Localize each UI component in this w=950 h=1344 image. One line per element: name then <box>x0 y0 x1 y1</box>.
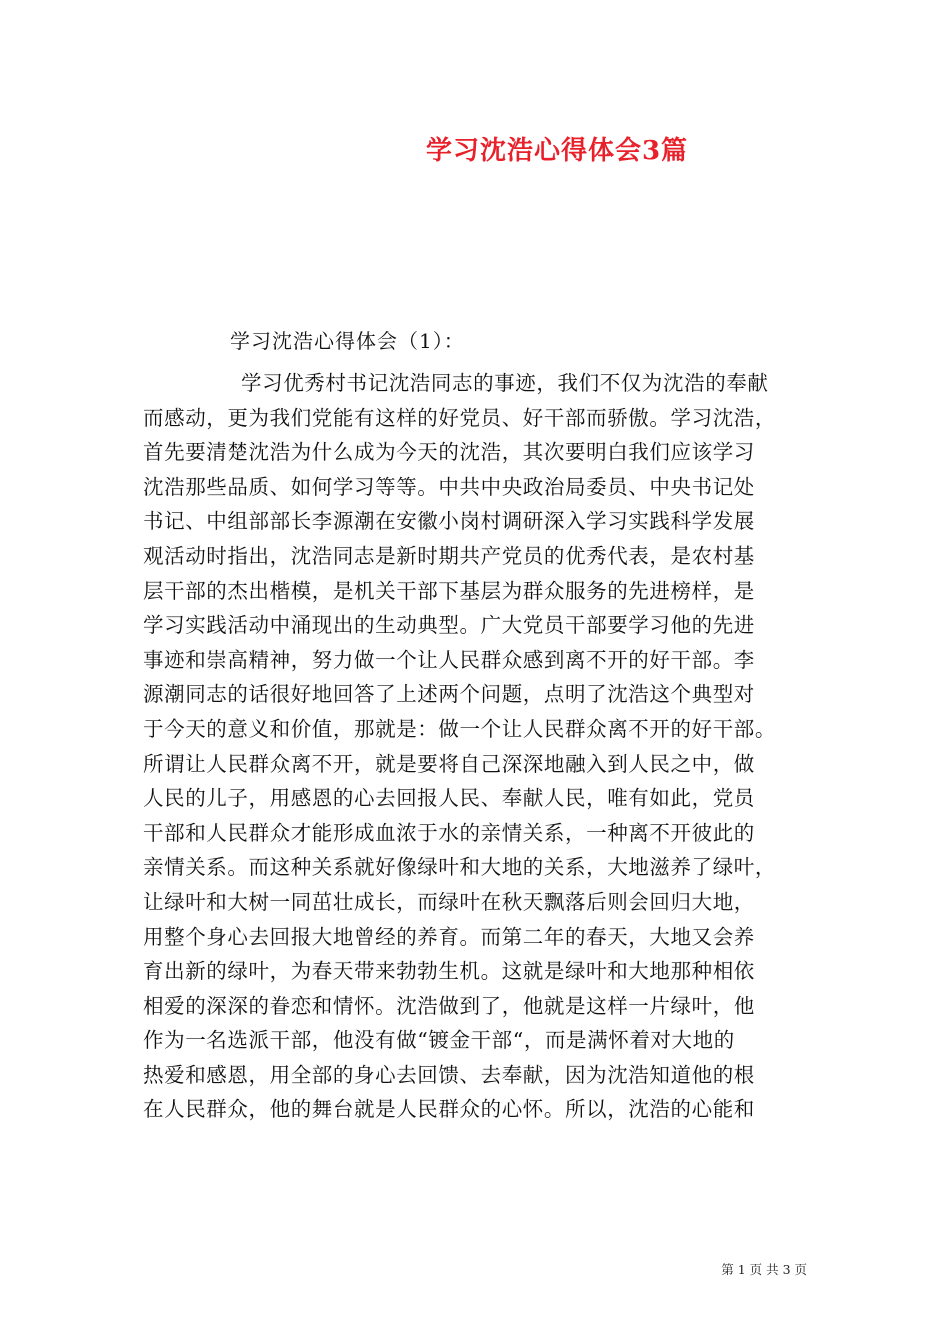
body-line: 沈浩那些品质、如何学习等等。中共中央政治局委员、中央书记处 <box>143 474 755 499</box>
body-line: 层干部的杰出楷模，是机关干部下基层为群众服务的先进榜样，是 <box>143 578 755 603</box>
body-line: 干部和人民群众才能形成血浓于水的亲情关系，一种离不开彼此的 <box>143 820 755 845</box>
page-number: 第 1 页 共 3 页 <box>721 1262 807 1277</box>
body-line: 学习优秀村书记沈浩同志的事迹，我们不仅为沈浩的奉献 <box>241 371 769 395</box>
section-heading: 学习沈浩心得体会（1）： <box>230 329 465 353</box>
body-line: 首先要清楚沈浩为什么成为今天的沈浩，其次要明白我们应该学习 <box>143 440 755 465</box>
body-line: 作为一名选派干部，他没有做“镀金干部“，而是满怀着对大地的 <box>143 1028 735 1053</box>
body-line: 亲情关系。而这种关系就好像绿叶和大地的关系，大地滋养了绿叶， <box>143 855 776 880</box>
body-paragraph <box>143 366 807 1127</box>
body-line: 热爱和感恩，用全部的身心去回馈、去奉献，因为沈浩知道他的根 <box>143 1062 755 1087</box>
body-line: 于今天的意义和价值，那就是：做一个让人民群众离不开的好干部。 <box>143 716 776 741</box>
title-text: 学习沈浩心得体会3篇 <box>425 136 689 166</box>
document-title <box>0 130 950 167</box>
body-line: 在人民群众，他的舞台就是人民群众的心怀。所以，沈浩的心能和 <box>143 1097 755 1122</box>
body-line: 源潮同志的话很好地回答了上述两个问题，点明了沈浩这个典型对 <box>143 682 755 707</box>
body-line: 而感动，更为我们党能有这样的好党员、好干部而骄傲。学习沈浩， <box>143 405 776 430</box>
body-line: 观活动时指出，沈浩同志是新时期共产党员的优秀代表，是农村基 <box>143 543 755 568</box>
body-line: 育出新的绿叶，为春天带来勃勃生机。这就是绿叶和大地那种相依 <box>143 959 755 984</box>
body-line: 书记、中组部部长李源潮在安徽小岗村调研深入学习实践科学发展 <box>143 509 755 534</box>
body-line: 用整个身心去回报大地曾经的养育。而第二年的春天，大地又会养 <box>143 924 755 949</box>
body-line: 相爱的深深的眷恋和情怀。沈浩做到了，他就是这样一片绿叶，他 <box>143 993 755 1018</box>
body-line: 所谓让人民群众离不开，就是要将自己深深地融入到人民之中，做 <box>143 751 755 776</box>
body-line: 事迹和崇高精神，努力做一个让人民群众感到离不开的好干部。李 <box>143 647 755 672</box>
body-line: 学习实践活动中涌现出的生动典型。广大党员干部要学习他的先进 <box>143 613 755 638</box>
body-line: 人民的儿子，用感恩的心去回报人民、奉献人民，唯有如此，党员 <box>143 786 755 811</box>
body-line: 让绿叶和大树一同茁壮成长，而绿叶在秋天飘落后则会回归大地， <box>143 889 755 914</box>
